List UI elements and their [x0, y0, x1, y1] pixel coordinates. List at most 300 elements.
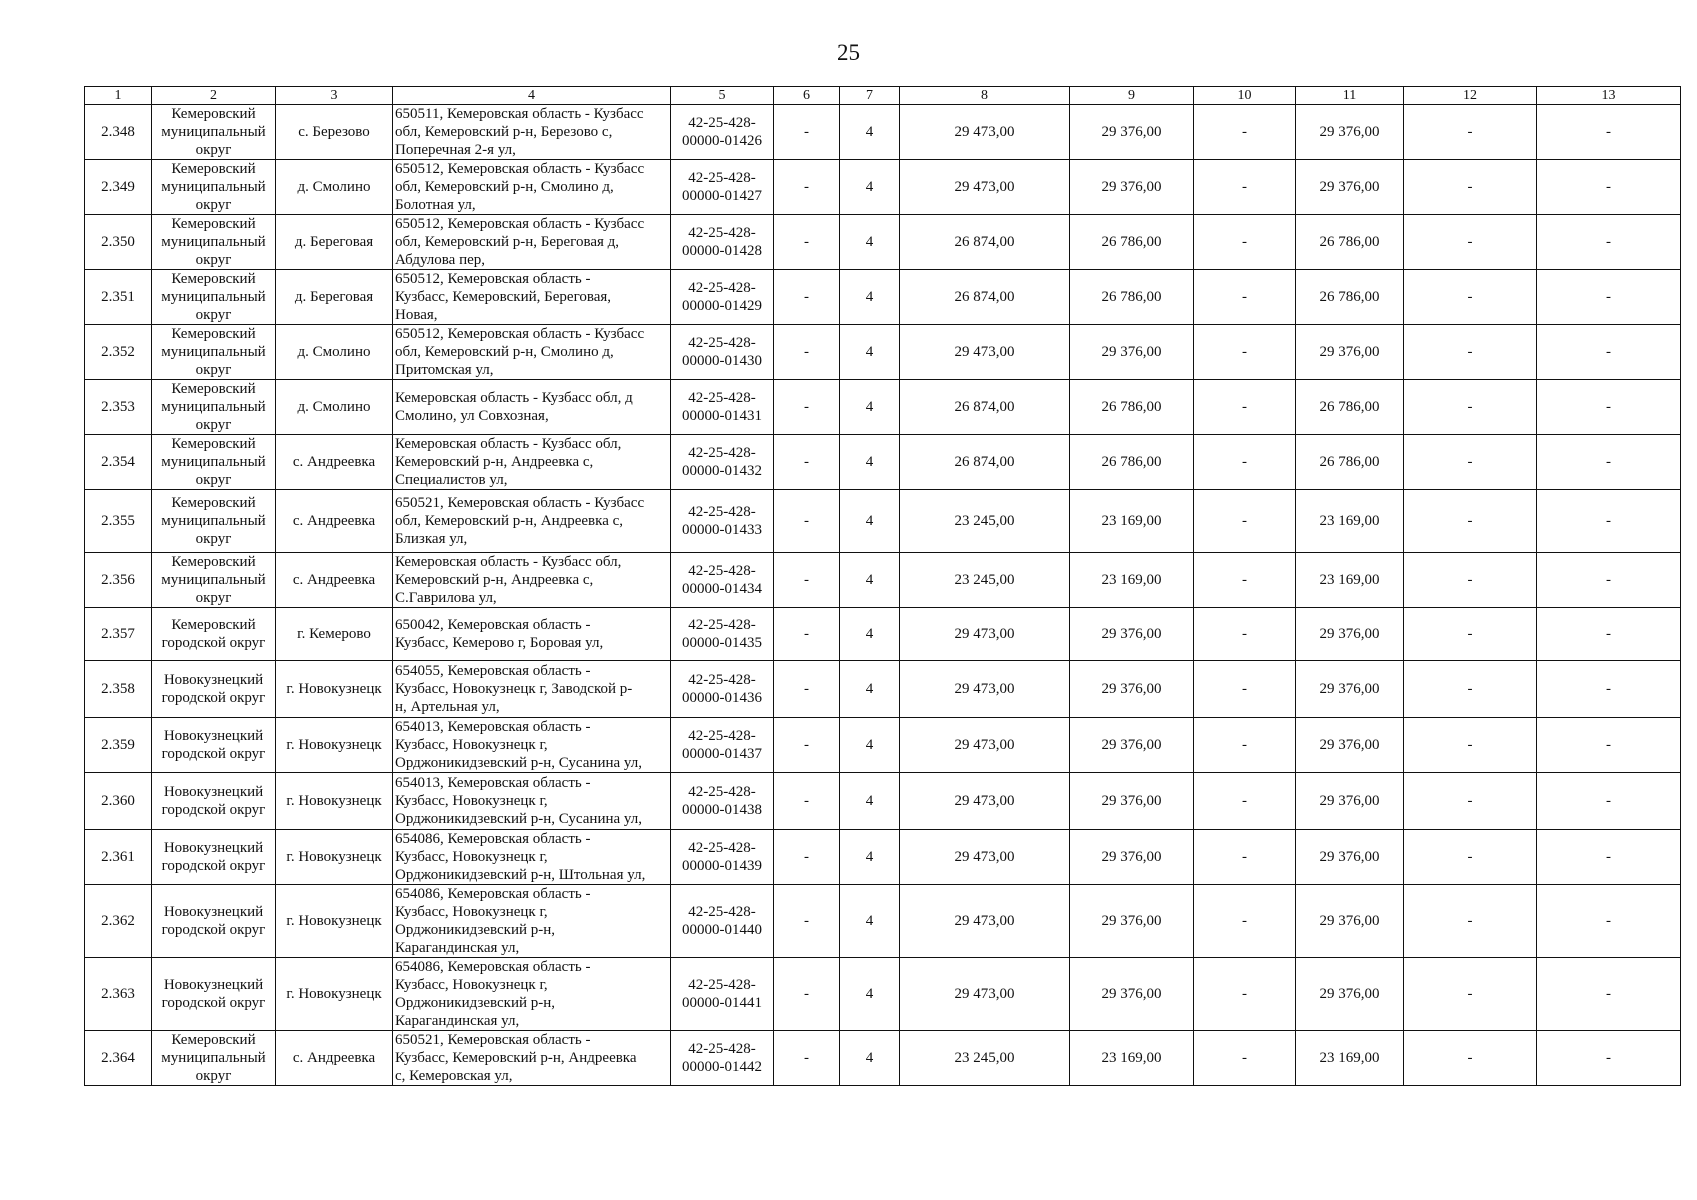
table-row	[85, 661, 1681, 718]
address-line: Специалистов ул,	[395, 472, 508, 488]
table-row	[85, 160, 1681, 215]
code-cell	[671, 160, 774, 215]
value-cell-c7: 4	[840, 661, 900, 718]
value-cell-c11: 29 376,00	[1296, 661, 1404, 718]
value-cell-c11: 23 169,00	[1296, 1031, 1404, 1086]
code-cell	[671, 608, 774, 661]
municipality-line: Кемеровский	[171, 106, 256, 122]
value-cell-c10: -	[1194, 1031, 1296, 1086]
code-line: 00000-01439	[682, 858, 762, 874]
municipality-cell	[152, 661, 276, 718]
value-cell-c9: 26 786,00	[1070, 380, 1194, 435]
address-line: Орджоникидзевский р-н,	[395, 922, 556, 938]
value-cell-c6: -	[774, 718, 840, 773]
address-cell	[393, 830, 671, 885]
value-cell-c13: -	[1537, 1031, 1681, 1086]
value-cell-c12: -	[1404, 958, 1537, 1031]
municipality-line: муниципальный	[161, 124, 266, 140]
column-number: 2	[152, 87, 276, 105]
municipality-line: муниципальный	[161, 1050, 266, 1066]
value-cell-c8: 29 473,00	[900, 885, 1070, 958]
municipality-cell	[152, 830, 276, 885]
value-cell-c11: 29 376,00	[1296, 773, 1404, 830]
row-number: 2.352	[85, 325, 152, 380]
column-number: 9	[1070, 87, 1194, 105]
code-cell	[671, 1031, 774, 1086]
address-line: Орджоникидзевский р-н, Сусанина ул,	[395, 811, 642, 827]
value-cell-c10: -	[1194, 380, 1296, 435]
address-cell	[393, 1031, 671, 1086]
code-cell	[671, 958, 774, 1031]
address-line: Орджоникидзевский р-н, Сусанина ул,	[395, 755, 642, 771]
value-cell-c11: 29 376,00	[1296, 325, 1404, 380]
table-row	[85, 380, 1681, 435]
code-line: 42-25-428-	[688, 115, 756, 131]
municipality-line: муниципальный	[161, 572, 266, 588]
municipality-line: округ	[195, 472, 232, 488]
row-number: 2.360	[85, 773, 152, 830]
value-cell-c13: -	[1537, 830, 1681, 885]
value-cell-c11: 29 376,00	[1296, 958, 1404, 1031]
code-line: 00000-01428	[682, 243, 762, 259]
value-cell-c8: 29 473,00	[900, 160, 1070, 215]
code-line: 42-25-428-	[688, 977, 756, 993]
value-cell-c13: -	[1537, 773, 1681, 830]
value-cell-c11: 23 169,00	[1296, 553, 1404, 608]
municipality-line: Кемеровский	[171, 1032, 256, 1048]
value-cell-c7: 4	[840, 435, 900, 490]
municipality-line: округ	[195, 197, 232, 213]
row-number: 2.356	[85, 553, 152, 608]
value-cell-c13: -	[1537, 608, 1681, 661]
value-cell-c9: 23 169,00	[1070, 553, 1194, 608]
value-cell-c13: -	[1537, 325, 1681, 380]
value-cell-c12: -	[1404, 215, 1537, 270]
code-line: 42-25-428-	[688, 617, 756, 633]
column-number: 3	[276, 87, 393, 105]
municipality-cell	[152, 325, 276, 380]
municipality-cell	[152, 1031, 276, 1086]
municipality-line: городской округ	[161, 802, 266, 818]
code-line: 00000-01433	[682, 522, 762, 538]
address-line: Кузбасс, Новокузнецк г, Заводской р-	[395, 681, 633, 697]
value-cell-c11: 23 169,00	[1296, 490, 1404, 553]
address-line: 650512, Кемеровская область -	[395, 271, 591, 287]
code-line: 00000-01440	[682, 922, 762, 938]
address-line: Кемеровская область - Кузбасс обл,	[395, 436, 622, 452]
code-line: 00000-01429	[682, 298, 762, 314]
address-cell	[393, 490, 671, 553]
value-cell-c13: -	[1537, 380, 1681, 435]
address-line: Кузбасс, Новокузнецк г,	[395, 849, 548, 865]
code-cell	[671, 270, 774, 325]
code-line: 00000-01430	[682, 353, 762, 369]
row-number: 2.349	[85, 160, 152, 215]
value-cell-c6: -	[774, 958, 840, 1031]
address-line: н, Артельная ул,	[395, 699, 500, 715]
address-line: 650042, Кемеровская область -	[395, 617, 591, 633]
address-line: Карагандинская ул,	[395, 1013, 520, 1029]
municipality-cell	[152, 435, 276, 490]
code-cell	[671, 325, 774, 380]
municipality-line: городской округ	[161, 690, 266, 706]
address-line: Поперечная 2-я ул,	[395, 142, 516, 158]
address-cell	[393, 553, 671, 608]
address-line: Притомская ул,	[395, 362, 494, 378]
code-cell	[671, 661, 774, 718]
address-line: Смолино, ул Совхозная,	[395, 408, 549, 424]
municipality-cell	[152, 608, 276, 661]
value-cell-c9: 23 169,00	[1070, 490, 1194, 553]
value-cell-c10: -	[1194, 773, 1296, 830]
address-line: Абдулова пер,	[395, 252, 486, 268]
municipality-cell	[152, 553, 276, 608]
address-cell	[393, 160, 671, 215]
table-body	[85, 87, 1681, 1086]
address-line: С.Гаврилова ул,	[395, 590, 497, 606]
value-cell-c7: 4	[840, 270, 900, 325]
address-cell	[393, 105, 671, 160]
table-row	[85, 490, 1681, 553]
municipality-line: городской округ	[161, 922, 266, 938]
table-row	[85, 885, 1681, 958]
locality-cell: г. Новокузнецк	[276, 885, 393, 958]
value-cell-c12: -	[1404, 773, 1537, 830]
municipality-line: Новокузнецкий	[163, 977, 264, 993]
address-cell	[393, 270, 671, 325]
value-cell-c11: 29 376,00	[1296, 608, 1404, 661]
locality-cell: д. Береговая	[276, 270, 393, 325]
value-cell-c10: -	[1194, 553, 1296, 608]
address-line: 650511, Кемеровская область - Кузбасс	[395, 106, 644, 122]
code-line: 00000-01432	[682, 463, 762, 479]
address-line: с, Кемеровская ул,	[395, 1068, 513, 1084]
value-cell-c13: -	[1537, 553, 1681, 608]
table-row	[85, 553, 1681, 608]
address-line: 654013, Кемеровская область -	[395, 775, 591, 791]
municipality-line: округ	[195, 531, 232, 547]
code-line: 42-25-428-	[688, 1041, 756, 1057]
value-cell-c7: 4	[840, 773, 900, 830]
value-cell-c13: -	[1537, 105, 1681, 160]
value-cell-c9: 29 376,00	[1070, 608, 1194, 661]
municipality-line: Новокузнецкий	[163, 784, 264, 800]
value-cell-c7: 4	[840, 325, 900, 380]
value-cell-c8: 26 874,00	[900, 435, 1070, 490]
municipality-line: округ	[195, 362, 232, 378]
address-line: обл, Кемеровский р-н, Андреевка с,	[395, 513, 624, 529]
value-cell-c6: -	[774, 325, 840, 380]
locality-cell: г. Новокузнецк	[276, 718, 393, 773]
locality-cell: с. Андреевка	[276, 490, 393, 553]
value-cell-c10: -	[1194, 958, 1296, 1031]
address-cell	[393, 773, 671, 830]
value-cell-c7: 4	[840, 885, 900, 958]
column-number: 6	[774, 87, 840, 105]
value-cell-c6: -	[774, 270, 840, 325]
municipality-line: Кемеровский	[171, 617, 256, 633]
value-cell-c8: 29 473,00	[900, 830, 1070, 885]
code-line: 42-25-428-	[688, 280, 756, 296]
locality-cell: с. Андреевка	[276, 553, 393, 608]
address-cell	[393, 885, 671, 958]
table-row	[85, 608, 1681, 661]
value-cell-c8: 29 473,00	[900, 105, 1070, 160]
value-cell-c7: 4	[840, 608, 900, 661]
code-cell	[671, 885, 774, 958]
data-table	[84, 86, 1681, 1086]
municipality-line: Кемеровский	[171, 216, 256, 232]
table-row	[85, 830, 1681, 885]
value-cell-c6: -	[774, 553, 840, 608]
code-cell	[671, 718, 774, 773]
municipality-line: Кемеровский	[171, 495, 256, 511]
locality-cell: с. Андреевка	[276, 1031, 393, 1086]
value-cell-c9: 29 376,00	[1070, 160, 1194, 215]
value-cell-c11: 29 376,00	[1296, 160, 1404, 215]
code-line: 00000-01436	[682, 690, 762, 706]
municipality-line: Новокузнецкий	[163, 728, 264, 744]
value-cell-c12: -	[1404, 380, 1537, 435]
column-number: 7	[840, 87, 900, 105]
code-line: 00000-01431	[682, 408, 762, 424]
value-cell-c13: -	[1537, 718, 1681, 773]
value-cell-c6: -	[774, 490, 840, 553]
value-cell-c9: 26 786,00	[1070, 215, 1194, 270]
code-line: 00000-01435	[682, 635, 762, 651]
municipality-line: округ	[195, 1068, 232, 1084]
value-cell-c9: 29 376,00	[1070, 661, 1194, 718]
row-number: 2.354	[85, 435, 152, 490]
code-line: 42-25-428-	[688, 504, 756, 520]
value-cell-c12: -	[1404, 325, 1537, 380]
row-number: 2.353	[85, 380, 152, 435]
municipality-line: городской округ	[161, 995, 266, 1011]
value-cell-c11: 26 786,00	[1296, 270, 1404, 325]
value-cell-c12: -	[1404, 718, 1537, 773]
code-line: 42-25-428-	[688, 445, 756, 461]
code-line: 42-25-428-	[688, 904, 756, 920]
value-cell-c8: 26 874,00	[900, 380, 1070, 435]
municipality-line: муниципальный	[161, 454, 266, 470]
value-cell-c13: -	[1537, 958, 1681, 1031]
address-line: 654086, Кемеровская область -	[395, 959, 591, 975]
value-cell-c10: -	[1194, 435, 1296, 490]
column-number: 13	[1537, 87, 1681, 105]
code-cell	[671, 830, 774, 885]
value-cell-c11: 29 376,00	[1296, 718, 1404, 773]
value-cell-c10: -	[1194, 830, 1296, 885]
address-cell	[393, 325, 671, 380]
value-cell-c6: -	[774, 830, 840, 885]
address-line: Кузбасс, Новокузнецк г,	[395, 793, 548, 809]
address-line: Кузбасс, Кемеровский, Береговая,	[395, 289, 612, 305]
value-cell-c6: -	[774, 885, 840, 958]
address-line: 650512, Кемеровская область - Кузбасс	[395, 216, 645, 232]
code-line: 00000-01441	[682, 995, 762, 1011]
value-cell-c9: 29 376,00	[1070, 718, 1194, 773]
locality-cell: д. Смолино	[276, 380, 393, 435]
value-cell-c10: -	[1194, 270, 1296, 325]
code-cell	[671, 553, 774, 608]
value-cell-c8: 29 473,00	[900, 325, 1070, 380]
municipality-line: Новокузнецкий	[163, 672, 264, 688]
row-number: 2.350	[85, 215, 152, 270]
table-row	[85, 1031, 1681, 1086]
municipality-line: округ	[195, 252, 232, 268]
value-cell-c9: 29 376,00	[1070, 830, 1194, 885]
address-line: 650521, Кемеровская область -	[395, 1032, 591, 1048]
value-cell-c13: -	[1537, 490, 1681, 553]
address-line: 654013, Кемеровская область -	[395, 719, 591, 735]
value-cell-c12: -	[1404, 490, 1537, 553]
value-cell-c8: 29 473,00	[900, 718, 1070, 773]
code-line: 00000-01437	[682, 746, 762, 762]
value-cell-c12: -	[1404, 885, 1537, 958]
row-number: 2.348	[85, 105, 152, 160]
value-cell-c11: 26 786,00	[1296, 215, 1404, 270]
page-number: 25	[837, 40, 860, 65]
value-cell-c10: -	[1194, 160, 1296, 215]
value-cell-c9: 29 376,00	[1070, 958, 1194, 1031]
column-number: 8	[900, 87, 1070, 105]
municipality-line: округ	[195, 590, 232, 606]
municipality-cell	[152, 105, 276, 160]
code-line: 42-25-428-	[688, 672, 756, 688]
value-cell-c12: -	[1404, 160, 1537, 215]
value-cell-c6: -	[774, 661, 840, 718]
value-cell-c11: 26 786,00	[1296, 435, 1404, 490]
address-cell	[393, 958, 671, 1031]
value-cell-c11: 29 376,00	[1296, 105, 1404, 160]
address-line: 654055, Кемеровская область -	[395, 663, 591, 679]
code-cell	[671, 773, 774, 830]
value-cell-c10: -	[1194, 105, 1296, 160]
table-row	[85, 105, 1681, 160]
address-line: обл, Кемеровский р-н, Березово с,	[395, 124, 613, 140]
municipality-cell	[152, 773, 276, 830]
code-line: 42-25-428-	[688, 390, 756, 406]
municipality-line: муниципальный	[161, 289, 266, 305]
value-cell-c13: -	[1537, 885, 1681, 958]
municipality-line: округ	[195, 417, 232, 433]
value-cell-c9: 26 786,00	[1070, 270, 1194, 325]
value-cell-c11: 29 376,00	[1296, 885, 1404, 958]
value-cell-c8: 26 874,00	[900, 215, 1070, 270]
value-cell-c13: -	[1537, 435, 1681, 490]
row-number: 2.363	[85, 958, 152, 1031]
value-cell-c13: -	[1537, 160, 1681, 215]
locality-cell: с. Андреевка	[276, 435, 393, 490]
municipality-line: Новокузнецкий	[163, 904, 264, 920]
value-cell-c12: -	[1404, 608, 1537, 661]
address-line: Кемеровский р-н, Андреевка с,	[395, 454, 594, 470]
value-cell-c6: -	[774, 105, 840, 160]
value-cell-c12: -	[1404, 435, 1537, 490]
locality-cell: г. Новокузнецк	[276, 958, 393, 1031]
address-line: Близкая ул,	[395, 531, 468, 547]
value-cell-c10: -	[1194, 885, 1296, 958]
address-line: 650512, Кемеровская область - Кузбасс	[395, 326, 645, 342]
column-number: 4	[393, 87, 671, 105]
code-line: 42-25-428-	[688, 840, 756, 856]
municipality-cell	[152, 885, 276, 958]
municipality-line: муниципальный	[161, 399, 266, 415]
address-line: Кузбасс, Новокузнецк г,	[395, 977, 548, 993]
value-cell-c8: 29 473,00	[900, 773, 1070, 830]
code-line: 42-25-428-	[688, 225, 756, 241]
code-line: 42-25-428-	[688, 170, 756, 186]
value-cell-c9: 26 786,00	[1070, 435, 1194, 490]
table-row	[85, 958, 1681, 1031]
value-cell-c7: 4	[840, 215, 900, 270]
value-cell-c12: -	[1404, 1031, 1537, 1086]
value-cell-c8: 23 245,00	[900, 1031, 1070, 1086]
locality-cell: г. Кемерово	[276, 608, 393, 661]
code-line: 00000-01442	[682, 1059, 762, 1075]
municipality-line: муниципальный	[161, 234, 266, 250]
municipality-line: Кемеровский	[171, 554, 256, 570]
municipality-line: муниципальный	[161, 179, 266, 195]
value-cell-c10: -	[1194, 325, 1296, 380]
value-cell-c6: -	[774, 773, 840, 830]
value-cell-c7: 4	[840, 490, 900, 553]
value-cell-c12: -	[1404, 553, 1537, 608]
address-line: Кемеровская область - Кузбасс обл, д	[395, 390, 633, 406]
address-line: Кузбасс, Новокузнецк г,	[395, 737, 548, 753]
municipality-cell	[152, 718, 276, 773]
value-cell-c7: 4	[840, 830, 900, 885]
address-cell	[393, 718, 671, 773]
locality-cell: с. Березово	[276, 105, 393, 160]
value-cell-c12: -	[1404, 661, 1537, 718]
municipality-line: округ	[195, 142, 232, 158]
locality-cell: г. Новокузнецк	[276, 773, 393, 830]
value-cell-c8: 29 473,00	[900, 958, 1070, 1031]
address-cell	[393, 435, 671, 490]
municipality-line: Новокузнецкий	[163, 840, 264, 856]
code-cell	[671, 380, 774, 435]
address-line: 650512, Кемеровская область - Кузбасс	[395, 161, 645, 177]
code-line: 00000-01427	[682, 188, 762, 204]
address-line: Кемеровский р-н, Андреевка с,	[395, 572, 594, 588]
row-number: 2.358	[85, 661, 152, 718]
address-line: Кузбасс, Кемеровский р-н, Андреевка	[395, 1050, 637, 1066]
municipality-cell	[152, 490, 276, 553]
address-line: Кемеровская область - Кузбасс обл,	[395, 554, 622, 570]
value-cell-c10: -	[1194, 608, 1296, 661]
municipality-cell	[152, 958, 276, 1031]
column-number: 11	[1296, 87, 1404, 105]
address-line: Орджоникидзевский р-н, Штольная ул,	[395, 867, 646, 883]
municipality-cell	[152, 270, 276, 325]
value-cell-c10: -	[1194, 490, 1296, 553]
value-cell-c7: 4	[840, 1031, 900, 1086]
table-row	[85, 718, 1681, 773]
address-cell	[393, 380, 671, 435]
address-cell	[393, 608, 671, 661]
address-cell	[393, 215, 671, 270]
value-cell-c7: 4	[840, 718, 900, 773]
value-cell-c7: 4	[840, 958, 900, 1031]
code-cell	[671, 215, 774, 270]
value-cell-c8: 23 245,00	[900, 553, 1070, 608]
table-row	[85, 270, 1681, 325]
address-line: 654086, Кемеровская область -	[395, 831, 591, 847]
municipality-line: Кемеровский	[171, 436, 256, 452]
locality-cell: д. Береговая	[276, 215, 393, 270]
code-line: 00000-01434	[682, 581, 762, 597]
